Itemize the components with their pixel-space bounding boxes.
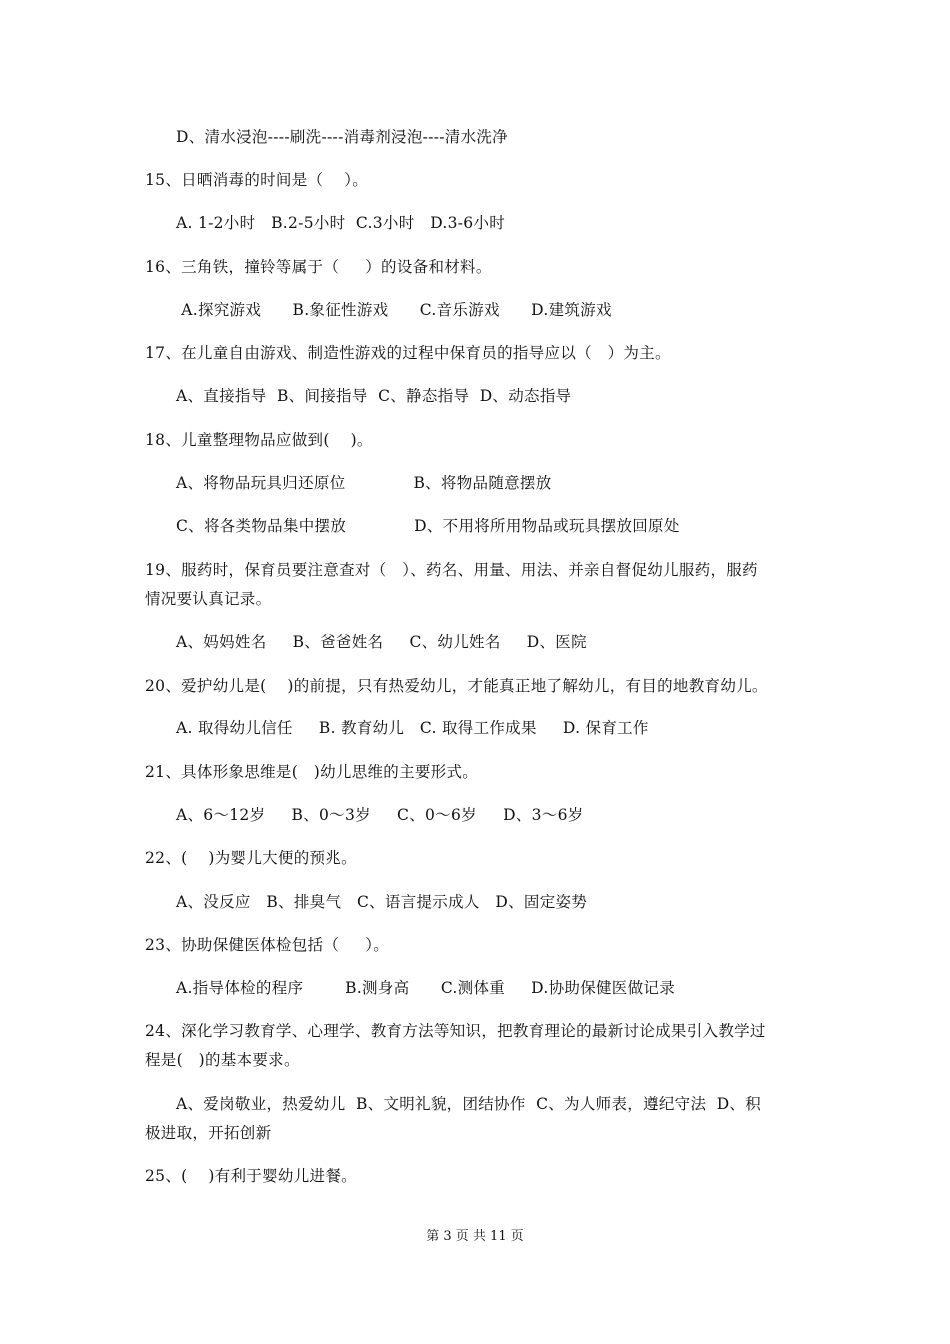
question-20-options: A. 取得幼儿信任 B. 教育幼儿 C. 取得工作成果 D. 保育工作 bbox=[176, 719, 649, 737]
question-18-options-ab: A、将物品玩具归还原位 B、将物品随意摆放 bbox=[176, 474, 552, 492]
question-24-options: A、爱岗敬业，热爱幼儿 B、文明礼貌，团结协作 C、为人师表，遵纪守法 D、积 bbox=[176, 1095, 762, 1113]
question-19-options: A、妈妈姓名 B、爸爸姓名 C、幼儿姓名 D、医院 bbox=[176, 633, 587, 651]
question-20: 20、爱护幼儿是( )的前提，只有热爱幼儿，才能真正地了解幼儿，有目的地教育幼儿。 bbox=[145, 677, 768, 695]
page-number-footer: 第 3 页 共 11 页 bbox=[426, 1229, 524, 1244]
question-24-options-continued: 极进取，开拓创新 bbox=[145, 1124, 272, 1142]
question-23: 23、协助保健医体检包括（ ）。 bbox=[145, 936, 390, 954]
question-19: 19、服药时，保育员要注意查对（ ）、药名、用量、用法、并亲自督促幼儿服药，服药 bbox=[145, 561, 758, 579]
question-16: 16、三角铁，撞铃等属于（ ）的设备和材料。 bbox=[145, 258, 492, 276]
question-22: 22、( )为婴儿大便的预兆。 bbox=[145, 849, 357, 867]
question-19-continued: 情况要认真记录。 bbox=[145, 590, 272, 608]
question-24: 24、深化学习教育学、心理学、教育方法等知识，把教育理论的最新讨论成果引入教学过 bbox=[145, 1022, 766, 1040]
question-16-options: A.探究游戏 B.象征性游戏 C.音乐游戏 D.建筑游戏 bbox=[176, 301, 612, 319]
question-17-options: A、直接指导 B、间接指导 C、静态指导 D、动态指导 bbox=[176, 387, 572, 405]
question-21: 21、具体形象思维是( )幼儿思维的主要形式。 bbox=[145, 763, 479, 781]
question-25: 25、( )有利于婴幼儿进餐。 bbox=[145, 1167, 357, 1185]
question-24-continued: 程是( )的基本要求。 bbox=[145, 1051, 300, 1069]
question-17: 17、在儿童自由游戏、制造性游戏的过程中保育员的指导应以（ ）为主。 bbox=[145, 344, 671, 362]
question-18-options-cd: C、将各类物品集中摆放 D、不用将所用物品或玩具摆放回原处 bbox=[176, 517, 680, 535]
question-18: 18、儿童整理物品应做到( )。 bbox=[145, 431, 373, 449]
question-15-options: A. 1-2小时 B.2-5小时 C.3小时 D.3-6小时 bbox=[176, 214, 506, 232]
question-14-option-d: D、清水浸泡----刷洗----消毒剂浸泡----清水洗净 bbox=[176, 128, 508, 146]
question-22-options: A、没反应 B、排臭气 C、语言提示成人 D、固定姿势 bbox=[176, 893, 588, 911]
question-23-options: A.指导体检的程序 B.测身高 C.测体重 D.协助保健医做记录 bbox=[176, 979, 675, 997]
question-21-options: A、6～12岁 B、0～3岁 C、0～6岁 D、3～6岁 bbox=[176, 806, 584, 824]
question-15: 15、日晒消毒的时间是（ ）。 bbox=[145, 171, 369, 189]
